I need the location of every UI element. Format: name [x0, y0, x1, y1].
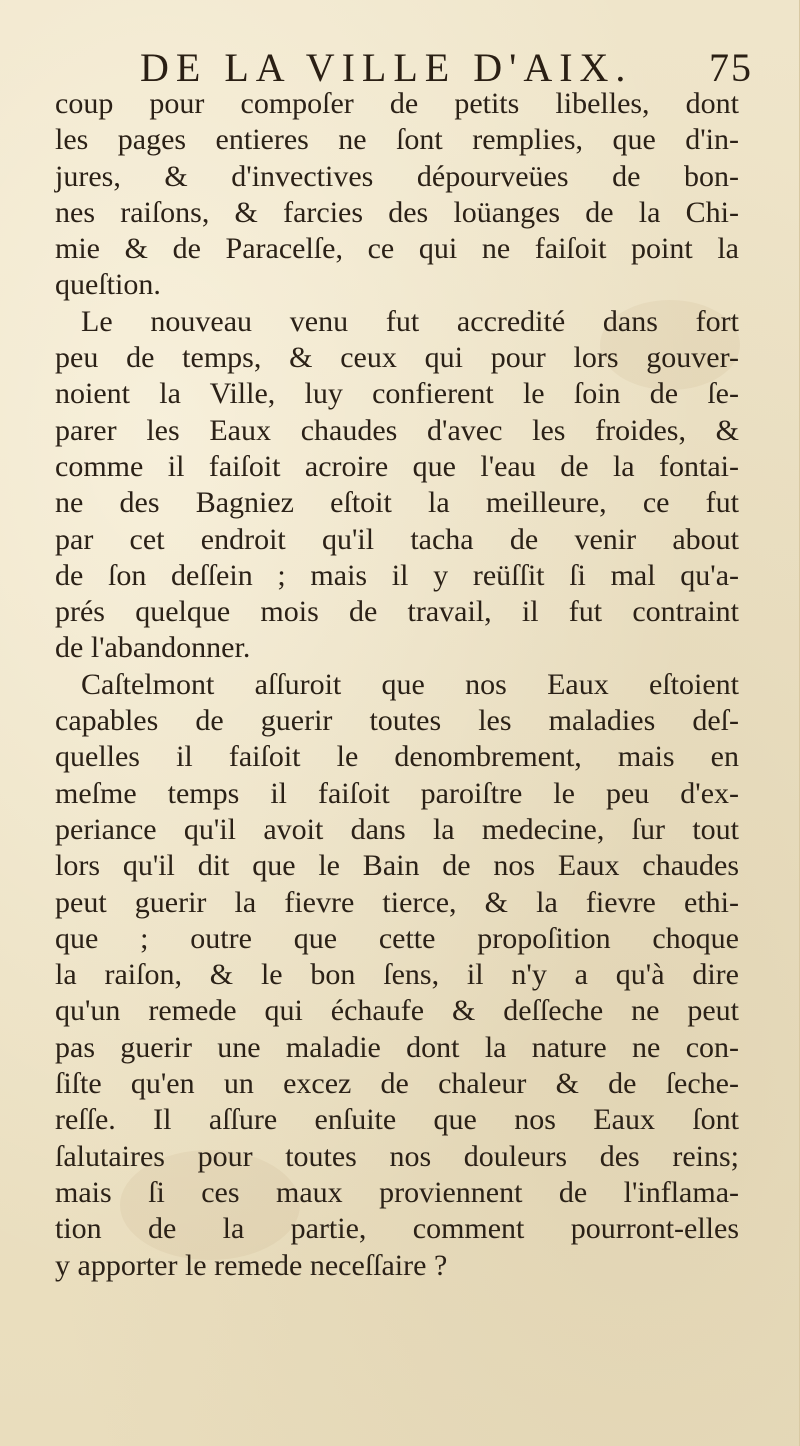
text-line: lors qu'il dit que le Bain de nos Eaux chaudes: [55, 849, 739, 883]
text-line: jures, & d'invectives dépourveües de bon-: [55, 159, 739, 193]
text-line: prés quelque mois de travail, il fut contraint: [55, 595, 739, 629]
text-line: tion de la partie, comment pourront-elles: [55, 1212, 739, 1246]
text-line: periance qu'il avoit dans la medecine, ſur tout: [55, 812, 739, 846]
text-line: ſalutaires pour toutes nos douleurs des reins;: [55, 1139, 739, 1173]
text-line: que ; outre que cette propoſition choque: [55, 921, 739, 955]
text-line: queſtion.: [55, 268, 161, 302]
page-number: 75: [709, 45, 753, 90]
text-line: pas guerir une maladie dont la nature ne con-: [55, 1030, 739, 1064]
text-line: quelles il faiſoit le denombrement, mais en: [55, 740, 739, 774]
text-line: noient la Ville, luy confierent le ſoin de ſe-: [55, 377, 739, 411]
text-line: reſſe. Il aſſure enſuite que nos Eaux ſont: [55, 1103, 739, 1137]
text-line: de ſon deſſein ; mais il y reüſſit ſi mal qu'a-: [55, 558, 739, 592]
text-line: qu'un remede qui échaufe & deſſeche ne peut: [55, 994, 739, 1028]
text-line: comme il faiſoit acroire que l'eau de la fontai-: [55, 449, 739, 483]
text-line: de l'abandonner.: [55, 631, 251, 665]
text-line: mie & de Paracelſe, ce qui ne faiſoit point la: [55, 232, 739, 266]
text-line: les pages entieres ne ſont remplies, que d'in-: [55, 123, 739, 157]
running-header: [140, 44, 753, 92]
running-title: DE LA VILLE D'AIX.: [140, 45, 633, 90]
body-text: [55, 86, 739, 1284]
text-line: y apporter le remede neceſſaire ?: [55, 1248, 448, 1282]
text-line: peu de temps, & ceux qui pour lors gouver-: [55, 341, 739, 375]
text-line: coup pour compoſer de petits libelles, dont: [55, 87, 739, 120]
paragraph-start-line: Le nouveau venu fut accredité dans fort: [81, 304, 739, 338]
text-line: ſiſte qu'en un excez de chaleur & de ſeche-: [55, 1067, 739, 1101]
text-line: peut guerir la fievre tierce, & la fievre ethi-: [55, 885, 739, 919]
text-line: parer les Eaux chaudes d'avec les froides, &: [55, 413, 739, 447]
text-line: nes raiſons, & farcies des loüanges de la Chi-: [55, 195, 739, 229]
text-line: la raiſon, & le bon ſens, il n'y a qu'à dire: [55, 958, 739, 992]
text-line: ne des Bagniez eſtoit la meilleure, ce fut: [55, 486, 739, 520]
text-line: meſme temps il faiſoit paroiſtre le peu d'ex-: [55, 776, 739, 810]
paragraph-start-line: Caſtelmont aſſuroit que nos Eaux eſtoient: [81, 667, 739, 701]
text-line: mais ſi ces maux proviennent de l'inflama-: [55, 1175, 739, 1209]
text-line: capables de guerir toutes les maladies deſ-: [55, 704, 739, 738]
text-line: par cet endroit qu'il tacha de venir about: [55, 522, 739, 556]
